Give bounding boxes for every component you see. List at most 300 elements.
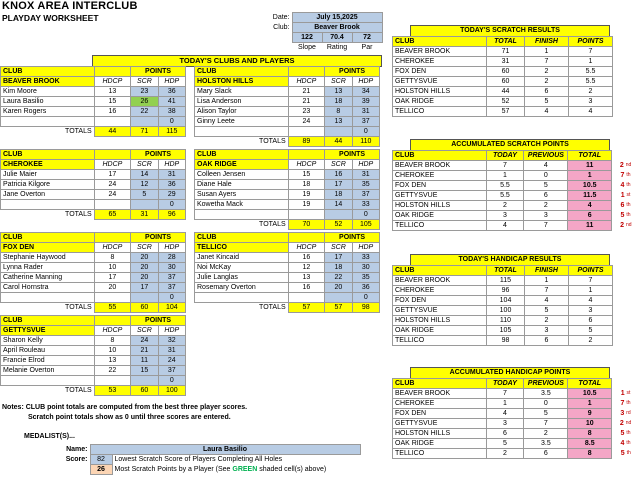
medalist-name[interactable]: Laura Basilio [90,445,360,455]
player-name[interactable]: Noi McKay [195,263,289,273]
player-hdcp[interactable]: 20 [94,283,131,293]
club-table [0,149,186,220]
club-table [194,149,380,230]
player-hdcp[interactable]: 10 [94,263,131,273]
club-name: BEAVER BROOK [393,47,487,57]
player-hdcp[interactable]: 13 [288,273,325,283]
player-row [1,190,186,200]
player-scratch-points: 8 [325,107,352,117]
player-hdcp[interactable]: 13 [94,87,131,97]
player-hdcp[interactable]: 17 [94,170,131,180]
previous-col-header: PREVIOUS [524,151,568,161]
player-row [195,293,380,303]
rank [612,399,640,409]
hdcp-header: HDCP [288,243,325,253]
rank [612,389,640,399]
total-value: 100 [487,306,525,316]
today-points: 5.5 [486,191,524,201]
player-name[interactable]: Alison Taylor [195,107,289,117]
scr-header: SCR [131,326,158,336]
hdcp-header: HDCP [94,160,131,170]
points-col-header: POINTS [569,37,613,47]
rank-number: 2 [619,420,624,427]
player-name-empty[interactable] [1,293,95,303]
points-value: 2 [569,336,613,346]
club-table [0,66,186,137]
player-handicap-empty: 0 [352,293,379,303]
result-row [393,286,613,296]
player-name[interactable]: Laura Basilio [1,97,95,107]
result-row [393,87,613,97]
player-scratch-points: 14 [131,170,158,180]
player-hdcp[interactable]: 16 [288,253,325,263]
player-name-empty[interactable] [195,210,289,220]
player-hdcp[interactable]: 19 [288,200,325,210]
player-scratch-points: 18 [325,263,352,273]
player-row [1,376,186,386]
club-name: GETTYSVUE [393,306,487,316]
player-handicap-empty: 0 [158,293,185,303]
points-value: 1 [569,286,613,296]
previous-points: 3.5 [524,439,568,449]
previous-points: 6 [524,191,568,201]
player-handicap-points: 37 [158,273,185,283]
player-name[interactable]: Jane Overton [1,190,95,200]
player-name[interactable]: Rosemary Overton [195,283,289,293]
player-hdcp-empty[interactable] [94,376,131,386]
player-hdcp[interactable]: 12 [288,263,325,273]
club-name: BEAVER BROOK [393,389,487,399]
player-scratch-points: 17 [325,180,352,190]
player-hdcp-empty[interactable] [288,210,325,220]
points-value: 3 [569,306,613,316]
player-name[interactable]: Kim Moore [1,87,95,97]
club-col-header: CLUB [393,379,487,389]
player-hdcp[interactable]: 22 [94,366,131,376]
finish-value: 6 [525,87,569,97]
slope-value[interactable]: 122 [292,33,322,43]
result-row [393,326,613,336]
player-scratch-points: 18 [325,97,352,107]
player-scratch-points: 22 [131,107,158,117]
rank-suffix: st [626,192,631,198]
player-row [1,87,186,97]
total-value: 115 [487,276,525,286]
total-handicap: 100 [158,386,185,396]
club-name: OAK RIDGE [393,439,487,449]
club-header-label: CLUB [195,150,289,160]
player-name-empty[interactable] [1,200,95,210]
player-hdcp[interactable]: 15 [94,97,131,107]
points-value: 6 [569,316,613,326]
rank-suffix: nd [625,222,632,228]
player-hdcp[interactable]: 8 [94,336,131,346]
player-row [1,107,186,117]
result-row [393,47,613,57]
course-info-table [262,12,383,52]
result-row [393,171,640,181]
player-hdcp[interactable]: 24 [288,117,325,127]
player-handicap-points: 37 [158,283,185,293]
player-handicap-points: 36 [158,180,185,190]
club-name: HOLSTON HILLS [393,201,487,211]
player-name[interactable]: Melanie Overton [1,366,95,376]
rank-suffix: nd [625,420,632,426]
player-scratch-points: 5 [131,190,158,200]
total-points: 1 [568,171,612,181]
hdcp-header: HDCP [94,77,131,87]
total-hdcp: 44 [94,127,131,137]
player-handicap-points: 41 [158,97,185,107]
club-header-blank [288,233,325,243]
total-value: 105 [487,326,525,336]
result-row [393,67,613,77]
total-points: 8 [568,449,612,459]
rank-number: 7 [620,172,625,179]
club-name: TELLICO [195,243,289,253]
result-row [393,389,640,399]
player-scratch-points: 20 [131,273,158,283]
total-points: 6 [568,211,612,221]
player-hdcp[interactable]: 17 [94,273,131,283]
club-name: BEAVER BROOK [393,276,487,286]
player-handicap-empty: 0 [352,210,379,220]
totals-label: TOTALS [65,387,92,395]
medalist-score-1[interactable]: 82 [90,455,112,465]
result-row [393,97,613,107]
scr-header: SCR [131,243,158,253]
player-scratch-points: 20 [131,263,158,273]
result-row [393,57,613,67]
note-line-1: Notes: CLUB point totals are computed from the best three player scores. [2,404,248,411]
rank-suffix: nd [625,162,632,168]
medalist-desc-2-green: GREEN [232,466,258,473]
player-row [1,336,186,346]
rank-suffix: th [626,450,631,456]
total-scratch: 31 [131,210,158,220]
player-name[interactable]: Catherine Manning [1,273,95,283]
total-handicap: 110 [352,137,379,147]
player-scratch-points: 23 [131,87,158,97]
totals-label: TOTALS [65,304,92,312]
result-row [393,181,640,191]
finish-col-header: FINISH [525,37,569,47]
player-name-empty[interactable] [1,117,95,127]
total-scratch: 57 [325,303,352,313]
player-row [195,210,380,220]
player-hdcp-empty[interactable] [94,117,131,127]
club-name: OAK RIDGE [393,97,487,107]
player-hdcp-empty[interactable] [94,293,131,303]
medalist-desc-1: Lowest Scratch Score of Players Completing All Holes [114,456,283,464]
player-name[interactable]: Carol Hornstra [1,283,95,293]
player-hdcp-empty[interactable] [94,200,131,210]
club-name: OAK RIDGE [393,326,487,336]
total-points: 11 [568,161,612,171]
player-name[interactable]: Julie Langlas [195,273,289,283]
finish-value: 5 [525,306,569,316]
player-scratch-points: 14 [325,200,352,210]
player-name[interactable]: April Rouleau [1,346,95,356]
player-scratch-points: 13 [325,117,352,127]
player-scratch-points: 16 [325,170,352,180]
player-row [195,273,380,283]
club-name: HOLSTON HILLS [195,77,289,87]
points-header: POINTS [131,150,186,160]
total-points: 8 [568,429,612,439]
player-handicap-points: 38 [158,107,185,117]
hdp-header: HDP [352,160,379,170]
rank-number: 4 [620,440,625,447]
club-header-blank [94,67,131,77]
hdcp-header: HDCP [288,77,325,87]
previous-points: 3.5 [524,389,568,399]
player-hdcp[interactable]: 19 [288,190,325,200]
today-points: 5 [486,439,524,449]
medalist-name-label: Name: [66,446,88,453]
player-name[interactable]: Susan Ayers [195,190,289,200]
points-header: POINTS [325,150,380,160]
finish-col-header: FINISH [525,266,569,276]
player-row [1,253,186,263]
player-handicap-points: 33 [352,253,379,263]
player-handicap-empty: 0 [352,127,379,137]
player-name[interactable]: Sharon Kelly [1,336,95,346]
player-row [1,117,186,127]
result-row [393,296,613,306]
player-name[interactable]: Lynna Rader [1,263,95,273]
previous-points: 5 [524,409,568,419]
medalist-desc-2 [112,465,360,475]
rating-value[interactable]: 70.4 [322,33,352,43]
medalist-score-label: Score: [65,456,88,463]
scr-header: SCR [131,160,158,170]
rank-number: 7 [620,400,625,407]
total-handicap: 104 [158,303,185,313]
totals-label: TOTALS [259,221,286,229]
player-row [195,87,380,97]
finish-value: 4 [525,296,569,306]
player-hdcp[interactable]: 24 [94,180,131,190]
points-value: 7 [569,276,613,286]
result-row [393,449,640,459]
medalist-desc-2b: shaded cell(s) above) [257,466,327,473]
today-points: 4 [486,221,524,231]
medalist-heading: MEDALIST(S)... [24,433,75,440]
rank-suffix: th [626,440,631,446]
points-header: POINTS [131,316,186,326]
total-points: 9 [568,409,612,419]
accum-scratch-table [392,150,640,231]
player-name[interactable]: Ginny Leete [195,117,289,127]
player-scratch-points: 24 [131,336,158,346]
rank-suffix: rd [626,410,631,416]
player-name-empty[interactable] [195,127,289,137]
club-name: TELLICO [393,336,487,346]
player-name[interactable]: Lisa Anderson [195,97,289,107]
player-scratch-points: 22 [325,273,352,283]
total-value: 31 [487,57,525,67]
total-col-header: TOTAL [487,37,525,47]
player-handicap-points: 31 [352,107,379,117]
rank-number: 5 [620,450,625,457]
result-row [393,221,640,231]
player-hdcp[interactable]: 16 [288,283,325,293]
today-points: 7 [486,161,524,171]
points-value: 5.5 [569,77,613,87]
player-handicap-points: 31 [352,170,379,180]
club-value[interactable]: Beaver Brook [292,23,382,33]
total-scratch: 44 [325,137,352,147]
player-name[interactable]: Karen Rogers [1,107,95,117]
rank-suffix: th [626,182,631,188]
player-hdcp[interactable]: 23 [288,107,325,117]
finish-value: 4 [525,107,569,117]
player-hdcp[interactable]: 8 [94,253,131,263]
points-value: 1 [569,57,613,67]
total-points: 11 [568,221,612,231]
rank-number: 3 [620,410,625,417]
total-scratch: 60 [131,303,158,313]
player-name[interactable]: Janet Kincaid [195,253,289,263]
player-row [195,180,380,190]
total-value: 60 [487,77,525,87]
player-handicap-points: 35 [352,180,379,190]
points-header: POINTS [325,233,380,243]
player-hdcp[interactable]: 10 [94,346,131,356]
player-name[interactable]: Mary Slack [195,87,289,97]
rank-number: 2 [620,222,624,229]
medalist-table [60,444,361,475]
date-label: Date: [272,14,290,21]
rank-suffix: th [626,400,631,406]
club-name: TELLICO [393,449,487,459]
accum-scratch-banner: ACCUMULATED SCRATCH POINTS [410,139,610,151]
player-hdcp[interactable]: 15 [288,170,325,180]
previous-points: 0 [524,171,568,181]
today-points: 7 [486,389,524,399]
club-table [194,232,380,313]
rank-number: 2 [619,162,624,169]
player-name[interactable]: Stephanie Haywood [1,253,95,263]
player-name[interactable]: Kowetha Mack [195,200,289,210]
previous-points: 4 [524,161,568,171]
player-hdcp[interactable]: 13 [94,356,131,366]
rank-number: 1 [620,390,625,397]
player-row [1,356,186,366]
club-name: FOX DEN [1,243,95,253]
club-name: OAK RIDGE [195,160,289,170]
player-name[interactable]: Francie Elrod [1,356,95,366]
result-row [393,429,640,439]
total-value: 96 [487,286,525,296]
player-name[interactable]: Diane Hale [195,180,289,190]
finish-value: 2 [525,77,569,87]
player-row [195,263,380,273]
player-row [1,180,186,190]
rank [612,171,640,181]
rank [612,439,640,449]
today-points: 5.5 [486,181,524,191]
points-value: 2 [569,87,613,97]
player-scratch-points: 21 [131,346,158,356]
points-value: 4 [569,296,613,306]
finish-value: 3 [525,326,569,336]
player-scratch-points: 20 [325,283,352,293]
player-hdcp[interactable]: 18 [288,180,325,190]
club-col-header: CLUB [393,37,487,47]
hdcp-header: HDCP [94,326,131,336]
club-table [194,66,380,147]
previous-points: 2 [524,429,568,439]
club-header-blank [94,233,131,243]
club-header-label: CLUB [1,233,95,243]
result-row [393,211,640,221]
player-scratch-empty [325,210,352,220]
player-hdcp-empty[interactable] [288,293,325,303]
total-handicap: 98 [352,303,379,313]
rating-label: Rating [326,44,348,51]
totals-label: TOTALS [65,128,92,136]
points-header: POINTS [131,233,186,243]
club-name: FOX DEN [393,296,487,306]
club-name: GETTYSVUE [393,419,487,429]
result-row [393,336,613,346]
player-row [195,170,380,180]
player-hdcp[interactable]: 21 [288,87,325,97]
club-header-blank [94,316,131,326]
total-hdcp: 89 [288,137,325,147]
player-hdcp-empty[interactable] [288,127,325,137]
rank-number: 5 [620,212,625,219]
hdp-header: HDP [158,326,185,336]
result-row [393,107,613,117]
player-hdcp[interactable]: 24 [94,190,131,200]
player-hdcp[interactable]: 16 [94,107,131,117]
player-handicap-points: 36 [352,283,379,293]
hdp-header: HDP [158,243,185,253]
today-points: 6 [486,429,524,439]
total-value: 110 [487,316,525,326]
total-handicap: 105 [352,220,379,230]
player-name[interactable]: Patricia Kilgore [1,180,95,190]
club-name: FOX DEN [393,67,487,77]
result-row [393,276,613,286]
rank [612,419,640,429]
accum-handicap-table [392,378,640,459]
club-name: HOLSTON HILLS [393,429,487,439]
points-header: POINTS [131,67,186,77]
rank [612,181,640,191]
medalist-score-2[interactable]: 26 [90,465,112,475]
previous-points: 7 [524,419,568,429]
player-handicap-points: 33 [352,200,379,210]
player-name-empty[interactable] [1,376,95,386]
player-hdcp[interactable]: 21 [288,97,325,107]
result-row [393,439,640,449]
player-name-empty[interactable] [195,293,289,303]
totals-label: TOTALS [259,304,286,312]
player-name[interactable]: Colleen Jensen [195,170,289,180]
player-row [195,190,380,200]
par-value[interactable]: 72 [352,33,382,43]
medalist-desc-2a: Most Scratch Points by a Player (See [114,466,233,473]
result-row [393,201,640,211]
rank [612,191,640,201]
date-value[interactable]: July 15,2025 [292,13,382,23]
player-scratch-empty [325,127,352,137]
player-name[interactable]: Julie Maier [1,170,95,180]
